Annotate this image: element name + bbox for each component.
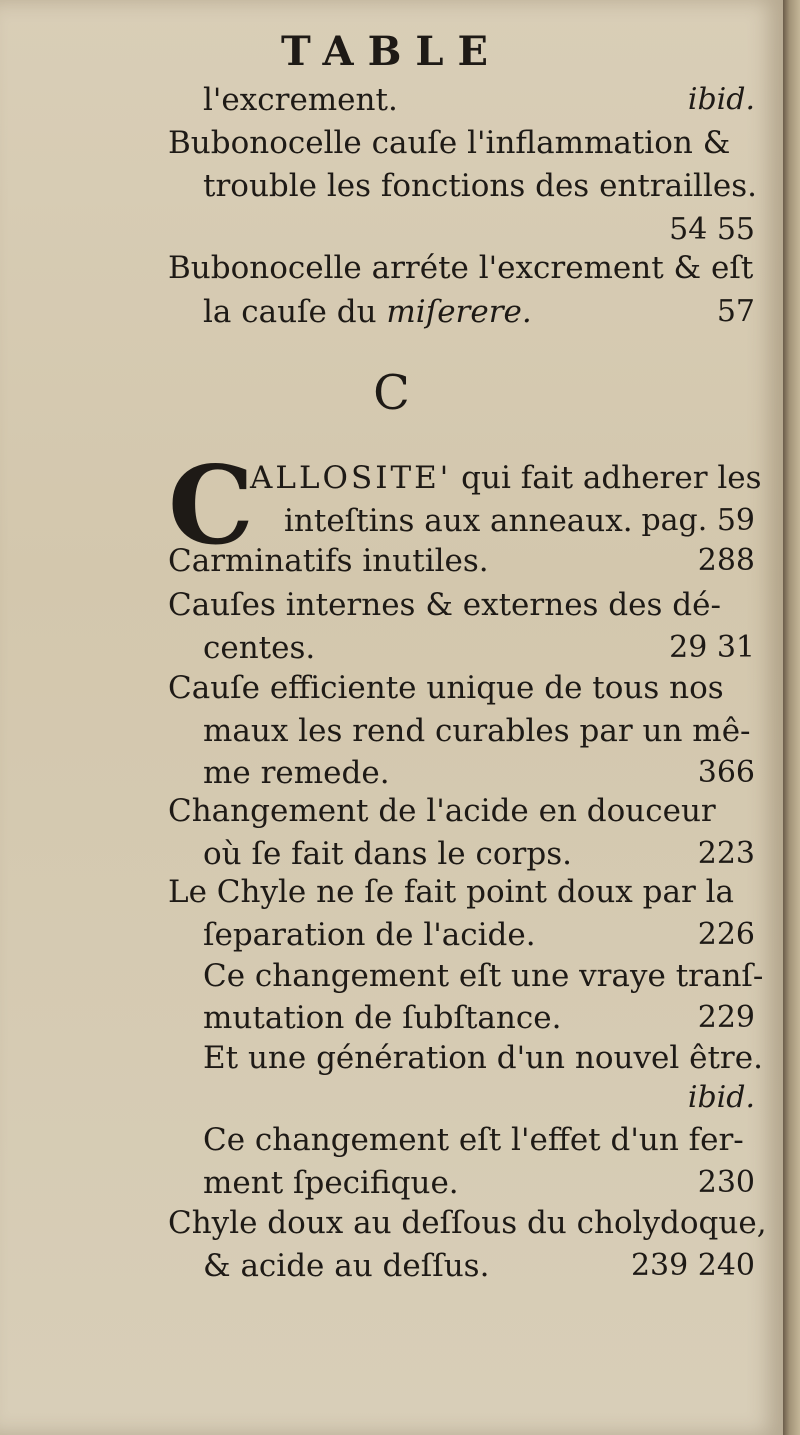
section-letter: C — [373, 365, 410, 421]
entry-page: 223 — [697, 836, 755, 871]
entry-page: 54 55 — [669, 212, 755, 247]
entry-text: mutation de ſubſtance. — [203, 1000, 562, 1036]
entry-text: Et une génération d'un nouvel être. — [203, 1040, 763, 1076]
entry-text: Ce changement eſt l'effet d'un fer- — [203, 1122, 744, 1158]
entry-text: où ſe fait dans le corps. — [203, 836, 572, 872]
entry-text: Le Chyle ne ſe fait point doux par la — [168, 874, 735, 910]
entry-text: trouble les fonctions des entrailles. — [203, 168, 757, 204]
drop-capital: C — [168, 443, 254, 569]
entry-text: Bubonocelle cauſe l'inflammation & — [168, 125, 731, 161]
entry-text — [203, 294, 532, 330]
entry-text: maux les rend curables par un mê- — [203, 713, 751, 749]
entry-text — [250, 460, 762, 496]
entry-text: me remede. — [203, 755, 390, 791]
entry-page: ibid. — [687, 82, 755, 117]
entry-smallcaps: ALLOSITE' — [250, 460, 452, 496]
entry-text: Cauſe efficiente unique de tous nos — [168, 670, 724, 706]
entry-page: 57 — [716, 294, 755, 329]
entry-text-italic: miſerere. — [386, 294, 532, 330]
entry-text: & acide au deſſus. — [203, 1248, 490, 1284]
entry-page: 29 31 — [669, 630, 755, 665]
entry-page: 288 — [697, 543, 755, 578]
entry-text: ſeparation de l'acide. — [203, 917, 536, 953]
entry-text: Cauſes internes & externes des dé- — [168, 587, 721, 623]
entry-text: Bubonocelle arréte l'excrement & eſt — [168, 250, 754, 286]
book-spine — [783, 0, 800, 1435]
entry-text: Changement de l'acide en douceur — [168, 793, 716, 829]
entry-text: Carminatifs inutiles. — [168, 543, 489, 579]
entry-page: ibid. — [687, 1080, 755, 1115]
entry-text: Ce changement eſt une vraye tranſ- — [203, 958, 764, 994]
entry-page: 226 — [697, 917, 755, 952]
entry-page: pag. 59 — [641, 503, 755, 538]
entry-text-main: la cauſe du — [203, 294, 377, 330]
entry-page: 239 240 — [630, 1248, 755, 1283]
entry-page: 229 — [697, 1000, 755, 1035]
entry-text: l'excrement. — [203, 82, 398, 118]
entry-page: 366 — [697, 755, 755, 790]
page-header: TABLE — [280, 28, 503, 75]
entry-text: inteſtins aux anneaux. — [284, 503, 633, 539]
entry-text: centes. — [203, 630, 316, 666]
entry-page: 230 — [697, 1165, 755, 1200]
entry-text: Chyle doux au deſſous du cholydoque, — [168, 1205, 767, 1241]
entry-text-main: qui fait adherer les — [461, 460, 762, 496]
entry-text: ment ſpecifique. — [203, 1165, 459, 1201]
